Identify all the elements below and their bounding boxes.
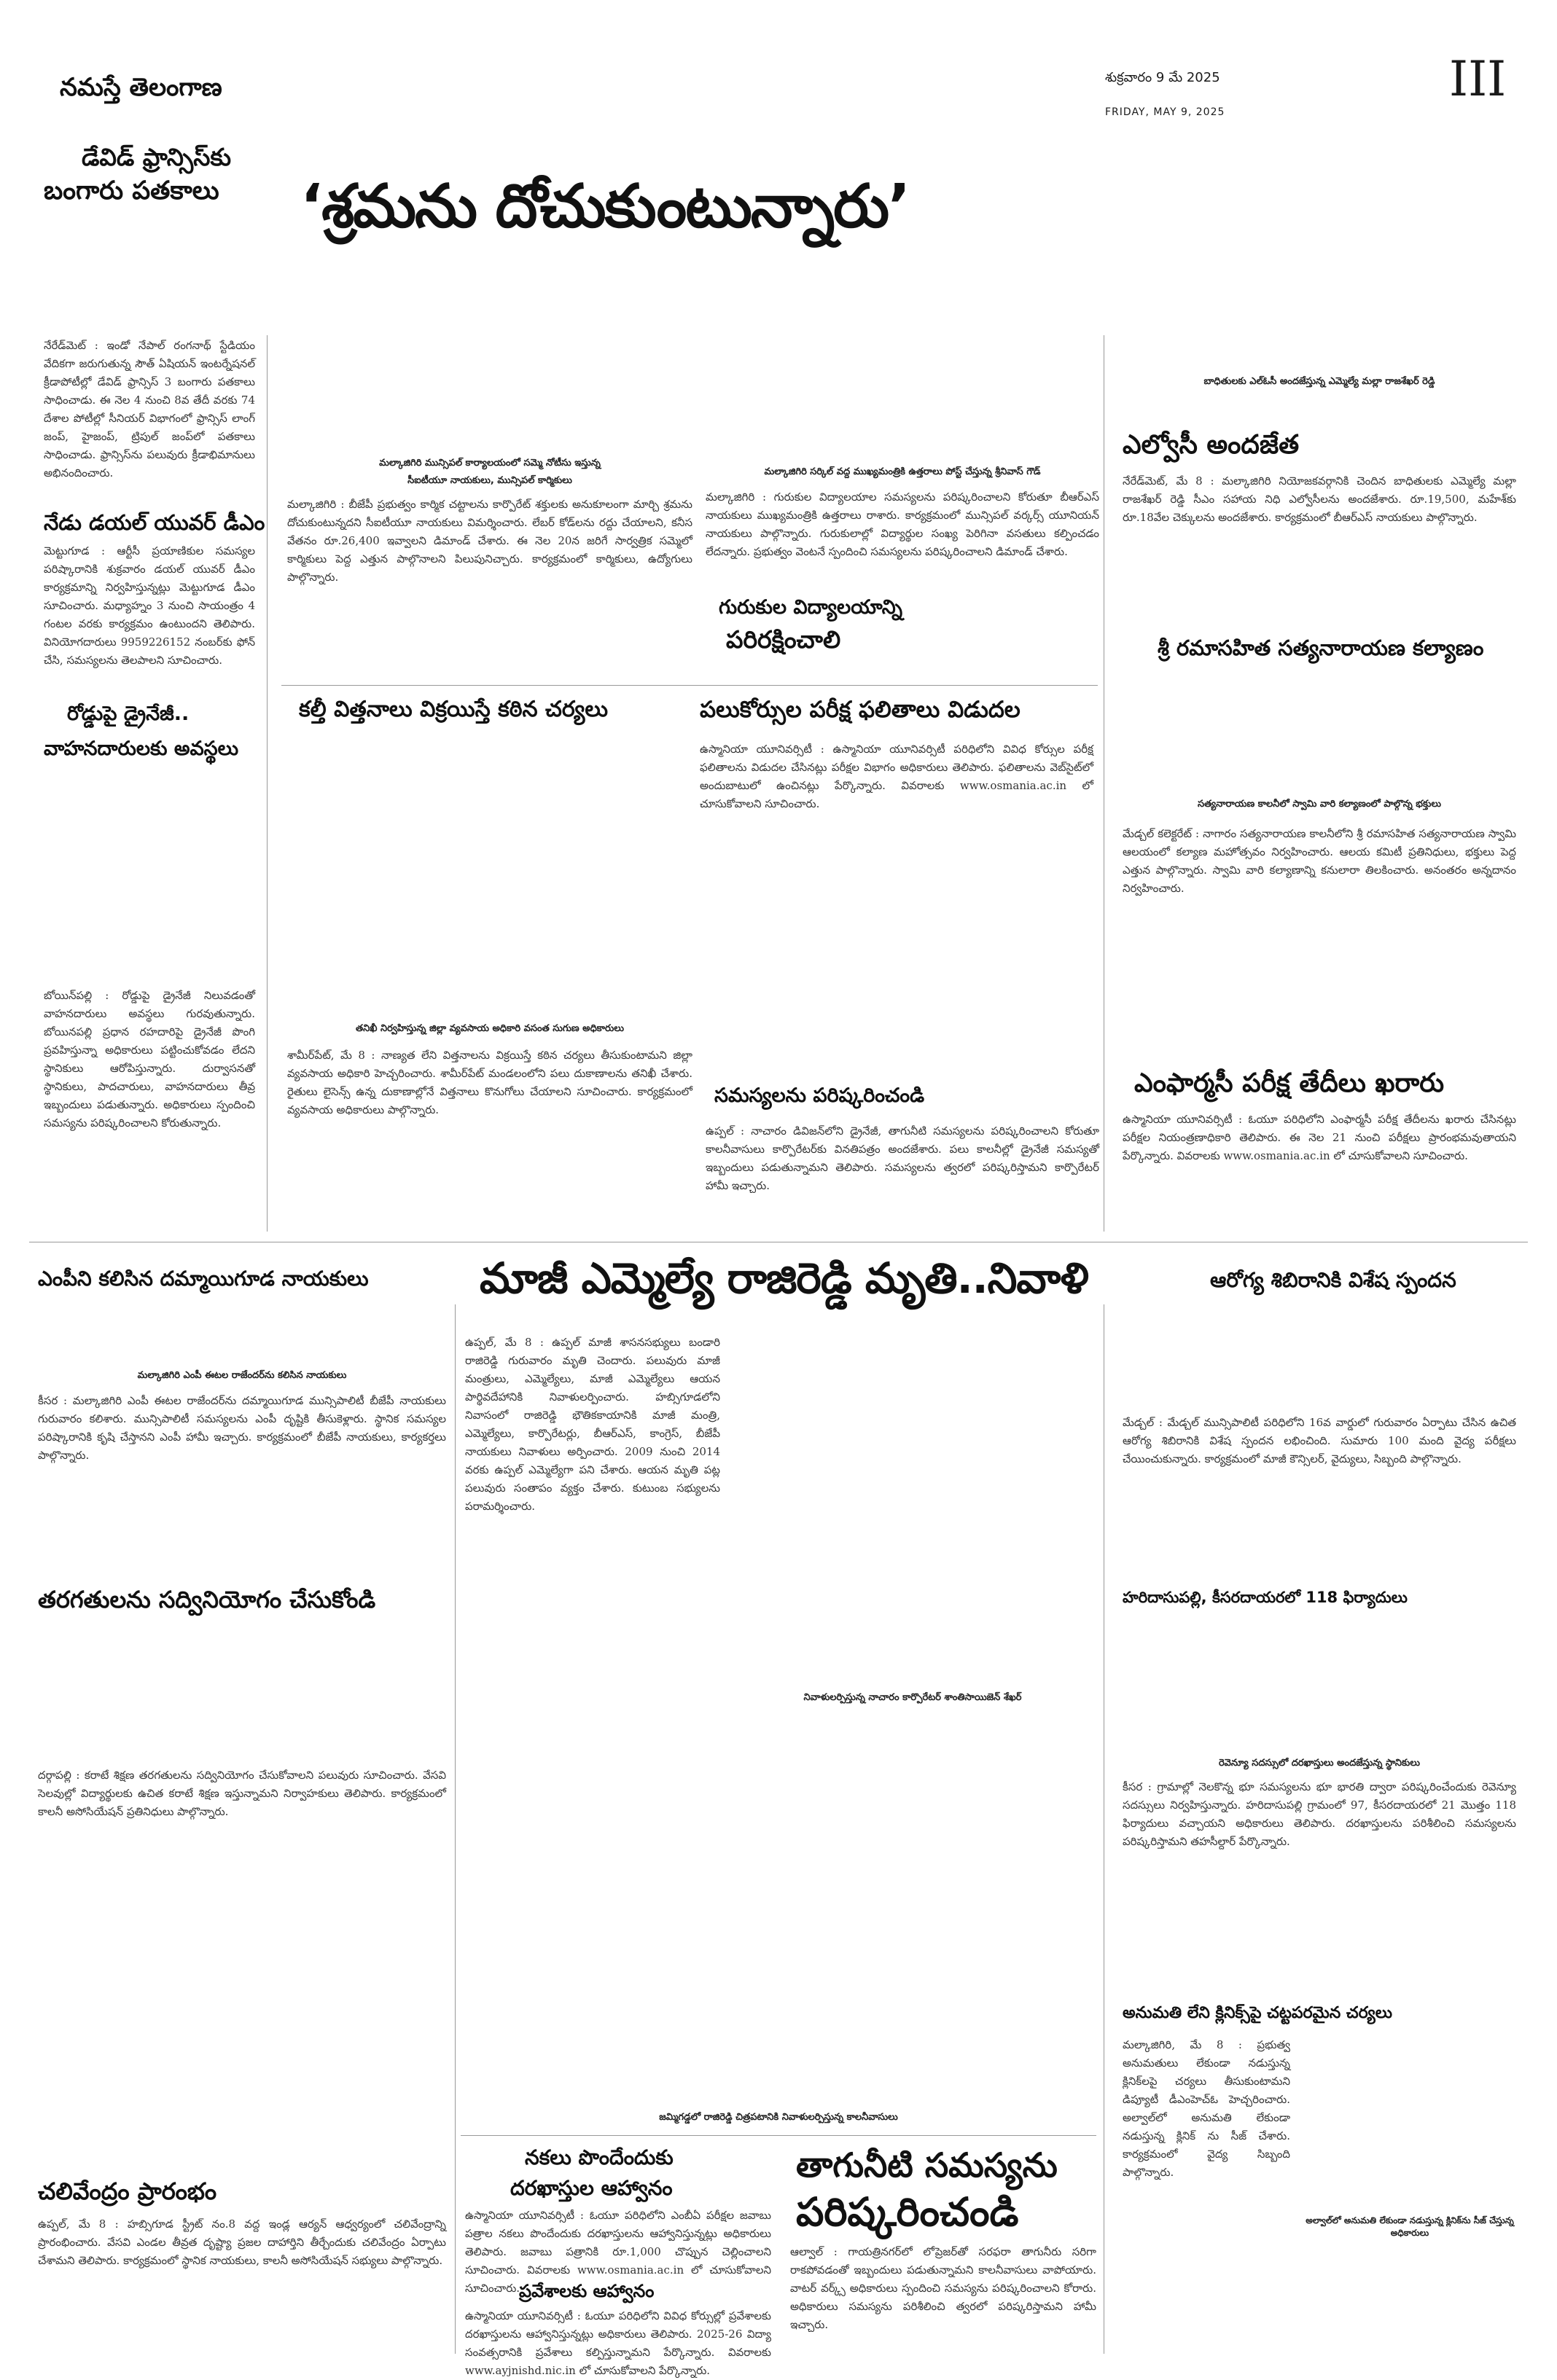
copies-headline-1: నకలు పొందేందుకు	[525, 2145, 674, 2169]
water-booth-photo	[38, 1960, 446, 2150]
clinics-headline: అనుమతి లేని క్లినిక్స్‌పై చట్టపరమైన చర్యలు	[1123, 2004, 1392, 2022]
strike-photo-caption-1: మల్కాజిగిరి మున్సిపల్ కార్యాలయంలో సమ్మె నోటీసు ఇస్తున్న	[379, 458, 601, 469]
date-telugu: శుక్రవారం 9 మే 2025	[1105, 70, 1220, 85]
complaints-body: కీసర : గ్రామాల్లో నెలకొన్న భూ సమస్యలను భూ భారతి ద్వారా పరిష్కరించేందుకు రెవెన్యూ సదస్సులు నిర్వహిస్తున్నారు. హరిదాసుపల్లి గ్రామంలో 97, కీసరదాయరలో 21 మొత్తం 118 ఫిర్యాదులు వచ్చాయని అధికారులు తెలిపారు. దరఖాస్తులను పరిశీలించి సమస్యలను పరిష్కరిస్తామని తహసీల్దార్ పేర్కొన్నారు.	[1123, 1780, 1516, 1848]
dial-dm-headline: నేడు డయల్ యువర్ డీఎం	[44, 510, 265, 535]
complaints-photo	[1123, 1621, 1516, 1752]
mp-photo	[38, 1304, 446, 1355]
pharmacy-body: ఉస్మానియా యూనివర్సిటీ : ఓయూ పరిధిలోని ఎంఫార్మసీ పరీక్ష తేదీలను ఖరారు చేసినట్లు పరీక్షల నియంత్రణాధికారి తెలిపారు. ఈ నెల 21 నుంచి పరీక్షలు ప్రారంభమవుతాయని పేర్కొన్నారు. వివరాలకు www.osmania.ac.in లో చూసుకోవాలని సూచించారు.	[1123, 1113, 1516, 1162]
clinics-caption: అల్వాల్‌లో అనుమతి లేకుండా నడుస్తున్న క్లినిక్‌ను సీజ్ చేస్తున్న అధికారులు	[1306, 2215, 1514, 2238]
complaints-headline: హరిదాసుపల్లి, కీసరదాయరలో 118 ఫిర్యాదులు	[1123, 1589, 1408, 1606]
copies-headline-2: దరఖాస్తుల ఆహ్వానం	[510, 2176, 673, 2200]
health-photo	[1123, 1304, 1516, 1406]
problems-body: ఉప్పల్ : నాచారం డివిజన్‌లోని డ్రైనేజీ, తాగునీటి సమస్యలను పరిష్కరించాలని కోరుతూ కాలనీవాసులు కార్పొరేటర్‌కు వినతిపత్రం అందజేశారు. పలు కాలనీల్లో డ్రైనేజీ సమస్యతో ఇబ్బందులు పడుతున్నామని తెలిపారు. సమస్యలను త్వరలో పరిష్కరిస్తామని కార్పొరేటర్ హామీ ఇచ్చారు.	[706, 1124, 1099, 1192]
mp-caption: మల్కాజిగిరి ఎంపీ ఈటల రాజేందర్‌ను కలిసిన నాయకులు	[137, 1370, 347, 1381]
seeds-body: శామీర్‌పేట్, మే 8 : నాణ్యత లేని విత్తనాలను విక్రయిస్తే కఠిన చర్యలు తీసుకుంటామని జిల్లా వ్యవసాయ అధికారి హెచ్చరించారు. శామీర్‌పేట్ మండలంలోని పలు దుకాణాలను తనిఖీ చేశారు. రైతులు లైసెన్స్ ఉన్న దుకాణాల్లోనే విత్తనాలు కొనుగోలు చేయాలని సూచించారు. కార్యక్రమంలో వ్యవసాయ అధికారులు పాల్గొన్నారు.	[287, 1049, 692, 1116]
tribute-caption-2: జమ్మిగడ్డలో రాజిరెడ్డి చిత్రపటానికి నివాళులర్పిస్తున్న కాలనీవాసులు	[659, 2112, 898, 2123]
kalyanam-caption: సత్యనారాయణ కాలనీలో స్వామి వారి కల్యాణంలో పాల్గొన్న భక్తులు	[1197, 799, 1442, 810]
health-headline: ఆరోగ్య శిబిరానికి విశేష స్పందన	[1210, 1268, 1456, 1292]
tribute-headline: మాజీ ఎమ్మెల్యే రాజిరెడ్డి మృతి..నివాళి	[480, 1253, 1088, 1303]
problems-headline: సమస్యలను పరిష్కరించండి	[714, 1084, 925, 1107]
kalyanam-headline: శ్రీ రమాసహిత సత్యనారాయణ కల్యాణం	[1158, 635, 1484, 660]
kalyanam-photo	[1123, 682, 1516, 791]
problems-photo	[706, 882, 1099, 1079]
tribute-photo	[730, 1334, 1095, 1538]
date-english: FRIDAY, MAY 9, 2025	[1105, 106, 1225, 118]
water-headline-2: పరిష్కరించండి	[796, 2189, 1019, 2235]
mp-body: కీసర : మల్కాజిగిరి ఎంపీ ఈటల రాజేందర్‌ను దమ్మాయిగూడ మున్సిపాలిటీ బీజేపీ నాయకులు గురువారం కలిశారు. మున్సిపాలిటీ సమస్యలను ఎంపీ దృష్టికి తీసుకెళ్లారు. స్థానిక సమస్యల పరిష్కారానికి కృషి చేస్తానని ఎంపీ హామీ ఇచ్చారు. కార్యక్రమంలో బీజేపీ నాయకులు, కార్యకర్తలు పాల్గొన్నారు.	[38, 1394, 446, 1462]
karate-photo	[38, 1627, 446, 1758]
main-headline: ‘శ్రమను దోచుకుంటున్నారు’	[300, 172, 910, 241]
results-headline: పలుకోర్సుల పరీక్ష ఫలితాలు విడుదల	[700, 697, 1021, 723]
classes-body: దర్గాపల్లి : కరాటే శిక్షణ తరగతులను సద్వినియోగం చేసుకోవాలని పలువురు సూచించారు. వేసవి సెలవుల్లో విద్యార్థులకు ఉచిత కరాటే శిక్షణ ఇస్తున్నామని నిర్వాహకులు తెలిపారు. కార్యక్రమంలో కాలనీ అసోసియేషన్ ప్రతినిధులు పాల్గొన్నారు.	[38, 1769, 446, 1818]
david-story-body: నేరేడ్‌మెట్ : ఇండో నేపాల్ రంగనాథ్ స్టేడియం వేదికగా జరుగుతున్న సౌత్ ఏషియన్ ఇంటర్నేషనల్ క్రీడాపోటీల్లో డేవిడ్ ఫ్రాన్సిస్ 3 బంగారు పతకాలు సాధించాడు. ఈ నెల 4 నుంచి 8వ తేదీ వరకు 74 దేశాల పోటీల్లో సీనియర్ విభాగంలో ఫ్రాన్సిస్ లాంగ్ జంప్, హైజంప్, ట్రిపుల్ జంప్‌లో పతకాలు సాధించాడు. ఫ్రాన్సిస్‌ను పలువురు క్రీడాభిమానులు అభినందించారు.	[44, 339, 255, 479]
strike-body: మల్కాజిగిరి : బీజేపీ ప్రభుత్వం కార్మిక చట్టాలను కార్పొరేట్ శక్తులకు అనుకూలంగా మార్చి శ్రమను దోచుకుంటున్నదని సీఐటీయూ నాయకులు విమర్శించారు. లేబర్ కోడ్‌లను రద్దు చేయాలని, కనీస వేతనం రూ.26,400 ఇవ్వాలని డిమాండ్ చేశారు. ఈ నెల 20న జరిగే సార్వత్రిక సమ్మెలో కార్మికులు పెద్ద ఎత్తున పాల్గొనాలని పిలుపునిచ్చారు. కార్యక్రమంలో కార్మికులు, ఉద్యోగులు పాల్గొన్నారు.	[287, 498, 692, 584]
complaints-caption: రెవెన్యూ సదస్సులో దరఖాస్తులు అందజేస్తున్న స్థానికులు	[1218, 1758, 1421, 1769]
copies-body: ఉస్మానియా యూనివర్సిటీ : ఓయూ పరిధిలోని ఎంబీఏ పరీక్షల జవాబు పత్రాల నకలు పొందేందుకు దరఖాస్తులను ఆహ్వానిస్తున్నట్లు అధికారులు తెలిపారు. జవాబు పత్రానికి రూ.1,000 చొప్పున చెల్లించాలని సూచించారు. వివరాలకు www.osmania.ac.in లో చూసుకోవాలని సూచించారు.	[465, 2209, 771, 2295]
kicker-line-2: బంగారు పతకాలు	[44, 176, 219, 205]
drainage-body: బోయిన్‌పల్లి : రోడ్డుపై డ్రైనేజీ నిలువడంతో వాహనదారులు అవస్థలు గురవుతున్నారు. బోయినపల్లి ప్రధాన రహదారిపై డ్రైనేజీ పొంగి ప్రవహిస్తున్నా అధికారులు పట్టించుకోవడం లేదని స్థానికులు ఆరోపిస్తున్నారు. దుర్వాసనతో స్థానికులు, పాదచారులు, వాహనదారులు తీవ్ర ఇబ్బందులు పడుతున్నారు. అధికారులు స్పందించి సమస్యను పరిష్కరించాలని కోరుతున్నారు.	[44, 989, 255, 1130]
elpc-headline: ఎల్వోసీ అందజేత	[1123, 430, 1300, 460]
clinics-photo	[1300, 2036, 1519, 2211]
water-booth-body: ఉప్పల్, మే 8 : హబ్సిగూడ స్ట్రీట్ నం.8 వద్ద ఇండ్ల ఆర్యన్ ఆధ్వర్యంలో చలివేంద్రాన్ని ప్రారంభించారు. వేసవి ఎండల తీవ్రత దృష్ట్యా ప్రజల దాహార్తిని తీర్చేందుకు చలివేంద్రం ఏర్పాటు చేశామని తెలిపారు. కార్యక్రమంలో స్థానిక నాయకులు, కాలనీ అసోసియేషన్ సభ్యులు పాల్గొన్నారు.	[38, 2217, 446, 2267]
seeds-headline: కల్తీ విత్తనాలు విక్రయిస్తే కఠిన చర్యలు	[299, 697, 609, 722]
admissions-body: ఉస్మానియా యూనివర్సిటీ : ఓయూ పరిధిలోని వివిధ కోర్సుల్లో ప్రవేశాలకు దరఖాస్తులను ఆహ్వానిస్తున్నట్లు అధికారులు తెలిపారు. 2025-26 విద్యా సంవత్సరానికి ప్రవేశాలు కల్పిస్తున్నామని పేర్కొన్నారు. వివరాలకు www.ayjnishd.nic.in లో చూసుకోవాలని పేర్కొన్నారు.	[465, 2309, 771, 2377]
classes-headline: తరగతులను సద్వినియోగం చేసుకోండి	[38, 1586, 376, 1613]
mp-headline: ఎంపీని కలిసిన దమ్మాయిగూడ నాయకులు	[38, 1267, 369, 1291]
drainage-headline-1: రోడ్డుపై డ్రైనేజీ..	[67, 702, 190, 725]
dial-dm-body: మెట్టుగూడ : ఆర్టీసీ ప్రయాణికుల సమస్యల పరిష్కారానికి శుక్రవారం డయల్ యువర్ డీఎం కార్యక్రమాన్ని నిర్వహిస్తున్నట్లు మెట్టుగూడ డీఎం సూచించారు. మధ్యాహ్నం 3 నుంచి సాయంత్రం 4 గంటల వరకు కార్యక్రమం ఉంటుందని తెలిపారు. వినియోగదారులు 9959226152 నంబర్‌కు ఫోన్ చేసి, సమస్యలను తెలపాలని సూచించారు.	[44, 544, 255, 667]
gurukul-body: మల్కాజిగిరి : గురుకుల విద్యాలయాల సమస్యలను పరిష్కరించాలని కోరుతూ బీఆర్ఎస్ నాయకులు ముఖ్యమంత్రికి ఉత్తరాలు రాశారు. కార్యక్రమంలో మున్సిపల్ వర్కర్స్ యూనియన్ నాయకులు పాల్గొన్నారు. గురుకులాల్లో విద్యార్థుల సంఖ్య పెరిగినా వసతులు కల్పించడం లేదన్నారు. ప్రభుత్వం వెంటనే స్పందించి సమస్యలను పరిష్కరించాలని డిమాండ్ చేశారు.	[706, 490, 1099, 558]
results-body: ఉస్మానియా యూనివర్సిటీ : ఉస్మానియా యూనివర్సిటీ పరిధిలోని వివిధ కోర్సుల పరీక్ష ఫలితాలను విడుదల చేసినట్లు పరీక్షల విభాగం అధికారులు తెలిపారు. ఫలితాలను వెబ్‌సైట్‌లో అందుబాటులో ఉంచినట్లు పేర్కొన్నారు. వివరాలకు www.osmania.ac.in లో చూసుకోవాలని సూచించారు.	[700, 743, 1093, 810]
tribute-photo-2	[730, 1720, 1095, 2099]
pharmacy-headline: ఎంఫార్మసీ పరీక్ష తేదీలు ఖరారు	[1134, 1068, 1445, 1098]
brand-logo[interactable]: నమస్తే తెలంగాణ	[60, 73, 222, 102]
drainage-headline-2: వాహనదారులకు అవస్థలు	[44, 737, 239, 760]
gurukul-photo-caption: మల్కాజిగిరి సర్కిల్ వద్ద ముఖ్యమంత్రికి ఉత్తరాలు పోస్ట్ చేస్తున్న శ్రీనివాస్ గౌడ్	[764, 466, 1041, 477]
seeds-photo	[287, 743, 692, 1013]
water-body: ఆల్వాల్ : గాయత్రినగర్‌లో లోప్రెజర్‌తో సరఫరా తాగునీరు సరిగా రాకపోవడంతో ఇబ్బందులు పడుతున్నామని కాలనీవాసులు వాపోయారు. వాటర్ వర్క్స్ అధికారులు స్పందించి సమస్యను పరిష్కరించాలని కోరారు. అధికారులు సమస్యను పరిశీలించి త్వరలో పరిష్కరిస్తామని హామీ ఇచ్చారు.	[790, 2245, 1096, 2331]
health-body: మేడ్చల్ : మేడ్చల్ మున్సిపాలిటీ పరిధిలోని 16వ వార్డులో గురువారం ఏర్పాటు చేసిన ఉచిత ఆరోగ్య శిబిరానికి విశేష స్పందన లభించింది. సుమారు 100 మంది వైద్య పరీక్షలు చేయించుకున్నారు. కార్యక్రమంలో మాజీ కౌన్సిలర్, వైద్యులు, సిబ్బంది పాల్గొన్నారు.	[1123, 1416, 1516, 1465]
kalyanam-body: మేడ్చల్ కలెక్టరేట్ : నాగారం సత్యనారాయణ కాలనీలోని శ్రీ రమాసహిత సత్యనారాయణ స్వామి ఆలయంలో కల్యాణ మహోత్సవం నిర్వహించారు. ఆలయ కమిటీ ప్రతినిధులు, భక్తులు పెద్ద ఎత్తున పాల్గొన్నారు. స్వామి వారి కల్యాణాన్ని కనులారా తిలకించారు. అనంతరం అన్నదానం నిర్వహించారు.	[1123, 827, 1516, 895]
seeds-photo-caption: తనిఖీ నిర్వహిస్తున్న జిల్లా వ్యవసాయ అధికారి వసంత సుగుణ అధికారులు	[356, 1023, 624, 1034]
tribute-caption: నివాళులర్పిస్తున్న నాచారం కార్పొరేటర్ శాంతిసాయిజెన్ శేఖర్	[803, 1692, 1022, 1703]
water-booth-headline: చలివేంద్రం ప్రారంభం	[38, 2177, 217, 2205]
gurukul-photo	[706, 337, 1099, 453]
strike-photo-caption-2: సీఐటీయూ నాయకులు, మున్సిపల్ కార్మికులు	[407, 475, 572, 486]
elpc-body: నేరేడ్‌మెట్, మే 8 : మల్కాజిగిరి నియోజకవర్గానికి చెందిన బాధితులకు ఎమ్మెల్యే మల్లా రాజశేఖర్ రెడ్డి సీఎం సహాయ నిధి ఎల్వోసీలను అందజేశారు. రూ.19,500, మహేశ్‌కు రూ.18వేల చెక్కులను అందజేశారు. కార్యక్రమంలో బీఆర్ఎస్ నాయకులు పాల్గొన్నారు.	[1123, 474, 1516, 524]
tribute-body: ఉప్పల్, మే 8 : ఉప్పల్ మాజీ శాసనసభ్యులు బండారి రాజిరెడ్డి గురువారం మృతి చెందారు. పలువురు మాజీ మంత్రులు, ఎమ్మెల్యేలు, మాజీ ఎమ్మెల్యేలు ఆయన పార్థివదేహానికి నివాళులర్పించారు. హబ్సిగూడలోని నివాసంలో రాజిరెడ్డి భౌతికకాయానికి మాజీ మంత్రి, ఎమ్మెల్యేలు, కార్పొరేటర్లు, బీఆర్ఎస్, కాంగ్రెస్, బీజేపీ నాయకులు నివాళులు అర్పించారు. 2009 నుంచి 2014 వరకు ఉప్పల్ ఎమ్మెల్యేగా పని చేశారు. ఆయన మృతి పట్ల పలువురు సంతాపం వ్యక్తం చేశారు. కుటుంబ సభ్యులను పరామర్శించారు.	[465, 1336, 720, 1513]
gurukul-headline-1: గురుకుల విద్యాలయాన్ని	[714, 596, 907, 624]
clinics-body: మల్కాజిగిరి, మే 8 : ప్రభుత్వ అనుమతులు లేకుండా నడుస్తున్న క్లినిక్‌లపై చర్యలు తీసుకుంటామని డిప్యూటీ డీఎంహెచ్‌ఓ హెచ్చరించారు. అల్వాల్‌లో అనుమతి లేకుండా నడుస్తున్న క్లినిక్ ను సీజ్ చేశారు. కార్యక్రమంలో వైద్య సిబ్బంది పాల్గొన్నారు.	[1123, 2038, 1290, 2179]
drainage-photo	[44, 772, 255, 976]
page-number: III	[1449, 51, 1507, 107]
kicker-line-1: డేవిడ్ ఫ్రాన్సిస్‌కు	[82, 143, 232, 171]
elpc-caption: బాధితులకు ఎల్‌ఓసీ అందజేస్తున్న ఎమ్మెల్యే మల్లా రాజశేఖర్ రెడ్డి	[1203, 376, 1435, 387]
gurukul-headline-2: పరిరక్షించాలి	[722, 625, 845, 659]
strike-notice-photo	[287, 337, 692, 453]
water-headline-1: తాగునీటి సమస్యను	[796, 2145, 1058, 2185]
admissions-headline: ప్రవేశాలకు ఆహ్వానం	[519, 2281, 655, 2301]
